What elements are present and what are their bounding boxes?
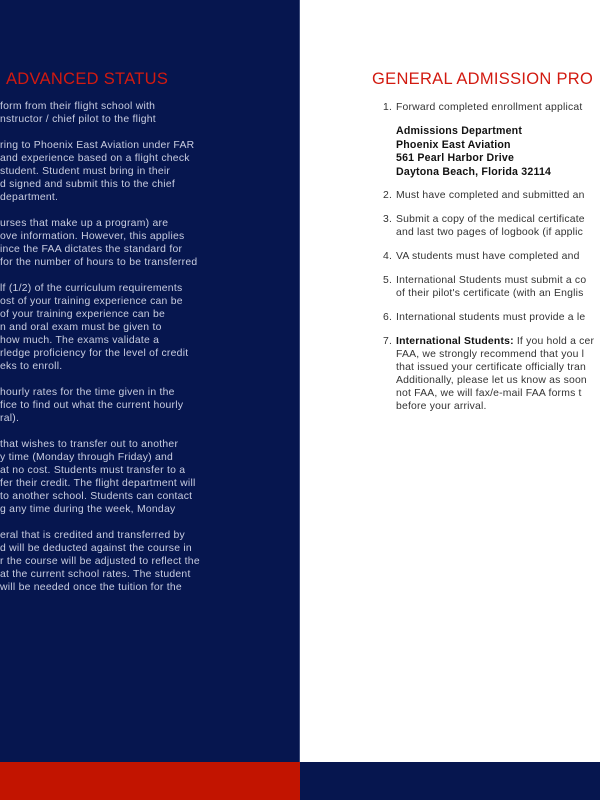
paragraph-line: ove information. However, this applies: [0, 231, 185, 242]
paragraph-line: d will be deducted against the course in: [0, 543, 192, 554]
address-line-city: Daytona Beach, Florida 32114: [396, 165, 552, 178]
paragraph-line: ost of your training experience can be: [0, 296, 183, 307]
paragraph-line: ince the FAA dictates the standard for: [0, 244, 183, 255]
paragraph-line: rledge proficiency for the level of credit: [0, 348, 189, 359]
paragraph-line: department.: [0, 192, 59, 203]
general-admission-heading: GENERAL ADMISSION PRO: [372, 70, 594, 88]
paragraph-line: hourly rates for the time given in the: [0, 387, 175, 398]
item-text-continued: FAA, we strongly recommend that you l: [396, 349, 585, 360]
paragraph: [0, 100, 300, 126]
item-text-continued: Additionally, please let us know as soon: [396, 375, 587, 386]
item-number: 4.: [383, 251, 393, 262]
mailing-address: [396, 125, 600, 179]
paragraph-line: form from their flight school with: [0, 101, 156, 112]
item-number: 2.: [383, 190, 393, 201]
item-text-continued: not FAA, we will fax/e-mail FAA forms t: [396, 388, 582, 399]
footer-red-bar: [0, 762, 300, 800]
paragraph-line: for the number of hours to be transferred: [0, 257, 198, 268]
item-text: Submit a copy of the medical certificate: [396, 214, 585, 225]
list-item-4: [383, 250, 600, 263]
list-item-3: [383, 213, 600, 239]
admission-procedure-list: [383, 101, 600, 424]
paragraph-line: lf (1/2) of the curriculum requirements: [0, 283, 183, 294]
item-text: International students must provide a le: [396, 312, 586, 323]
item-text: International Students must submit a co: [396, 275, 587, 286]
item-number: 6.: [383, 312, 393, 323]
item-number: 7.: [383, 336, 393, 347]
list-item-2: [383, 189, 600, 202]
item-text: VA students must have completed and: [396, 251, 580, 262]
paragraph-line: nstructor / chief pilot to the flight: [0, 114, 156, 125]
paragraph-line: and experience based on a flight check: [0, 153, 190, 164]
paragraph-line: student. Student must bring in their: [0, 166, 171, 177]
item-text-continued: before your arrival.: [396, 401, 487, 412]
paragraph-line: of your training experience can be: [0, 309, 166, 320]
item-number: 5.: [383, 275, 393, 286]
paragraph-line: r the course will be adjusted to reflect the: [0, 556, 200, 567]
paragraph-line: n and oral exam must be given to: [0, 322, 162, 333]
paragraph: [0, 386, 300, 425]
item-text-continued: of their pilot's certificate (with an Englis: [396, 288, 584, 299]
list-item-5: [383, 274, 600, 300]
address-line-organization: Phoenix East Aviation: [396, 138, 511, 151]
left-page: [0, 0, 300, 762]
paragraph-line: ring to Phoenix East Aviation under FAR: [0, 140, 195, 151]
list-item-7: [383, 335, 600, 413]
paragraph-line: fer their credit. The flight department will: [0, 478, 196, 489]
address-line-street: 561 Pearl Harbor Drive: [396, 152, 515, 164]
paragraph-line: will be needed once the tuition for the: [0, 582, 182, 593]
paragraph-line: that wishes to transfer out to another: [0, 439, 179, 450]
item-bold-lead: International Students:: [396, 336, 514, 347]
list-item-6: [383, 311, 600, 324]
item-number: 3.: [383, 214, 393, 225]
paragraph-line: urses that make up a program) are: [0, 218, 169, 229]
advanced-status-body: [0, 100, 300, 607]
paragraph-line: to another school. Students can contact: [0, 491, 193, 502]
paragraph: [0, 217, 300, 269]
item-text: Forward completed enrollment applicat: [396, 102, 583, 113]
advanced-status-heading: ADVANCED STATUS: [6, 70, 169, 88]
right-page: [300, 0, 600, 762]
address-line-department: Admissions Department: [396, 125, 523, 137]
item-text: If you hold a cer: [513, 336, 595, 347]
paragraph: [0, 529, 300, 594]
paragraph-line: at the current school rates. The student: [0, 569, 191, 580]
paragraph: [0, 139, 300, 204]
item-text-continued: that issued your certificate officially tran: [396, 362, 586, 373]
paragraph-line: how much. The exams validate a: [0, 335, 160, 346]
paragraph-line: at no cost. Students must transfer to a: [0, 465, 186, 476]
paragraph: [0, 282, 300, 373]
paragraph: [0, 438, 300, 516]
paragraph-line: eks to enroll.: [0, 361, 63, 372]
paragraph-line: fice to find out what the current hourly: [0, 400, 184, 411]
item-text-continued: and last two pages of logbook (if applic: [396, 227, 584, 238]
item-number: 1.: [383, 102, 393, 113]
footer-navy-bar: [300, 762, 600, 800]
paragraph-line: ral).: [0, 413, 20, 424]
item-text: Must have completed and submitted an: [396, 190, 585, 201]
list-item-1: [383, 101, 600, 114]
paragraph-line: g any time during the week, Monday: [0, 504, 176, 515]
paragraph-line: y time (Monday through Friday) and: [0, 452, 174, 463]
paragraph-line: d signed and submit this to the chief: [0, 179, 176, 190]
paragraph-line: eral that is credited and transferred by: [0, 530, 186, 541]
